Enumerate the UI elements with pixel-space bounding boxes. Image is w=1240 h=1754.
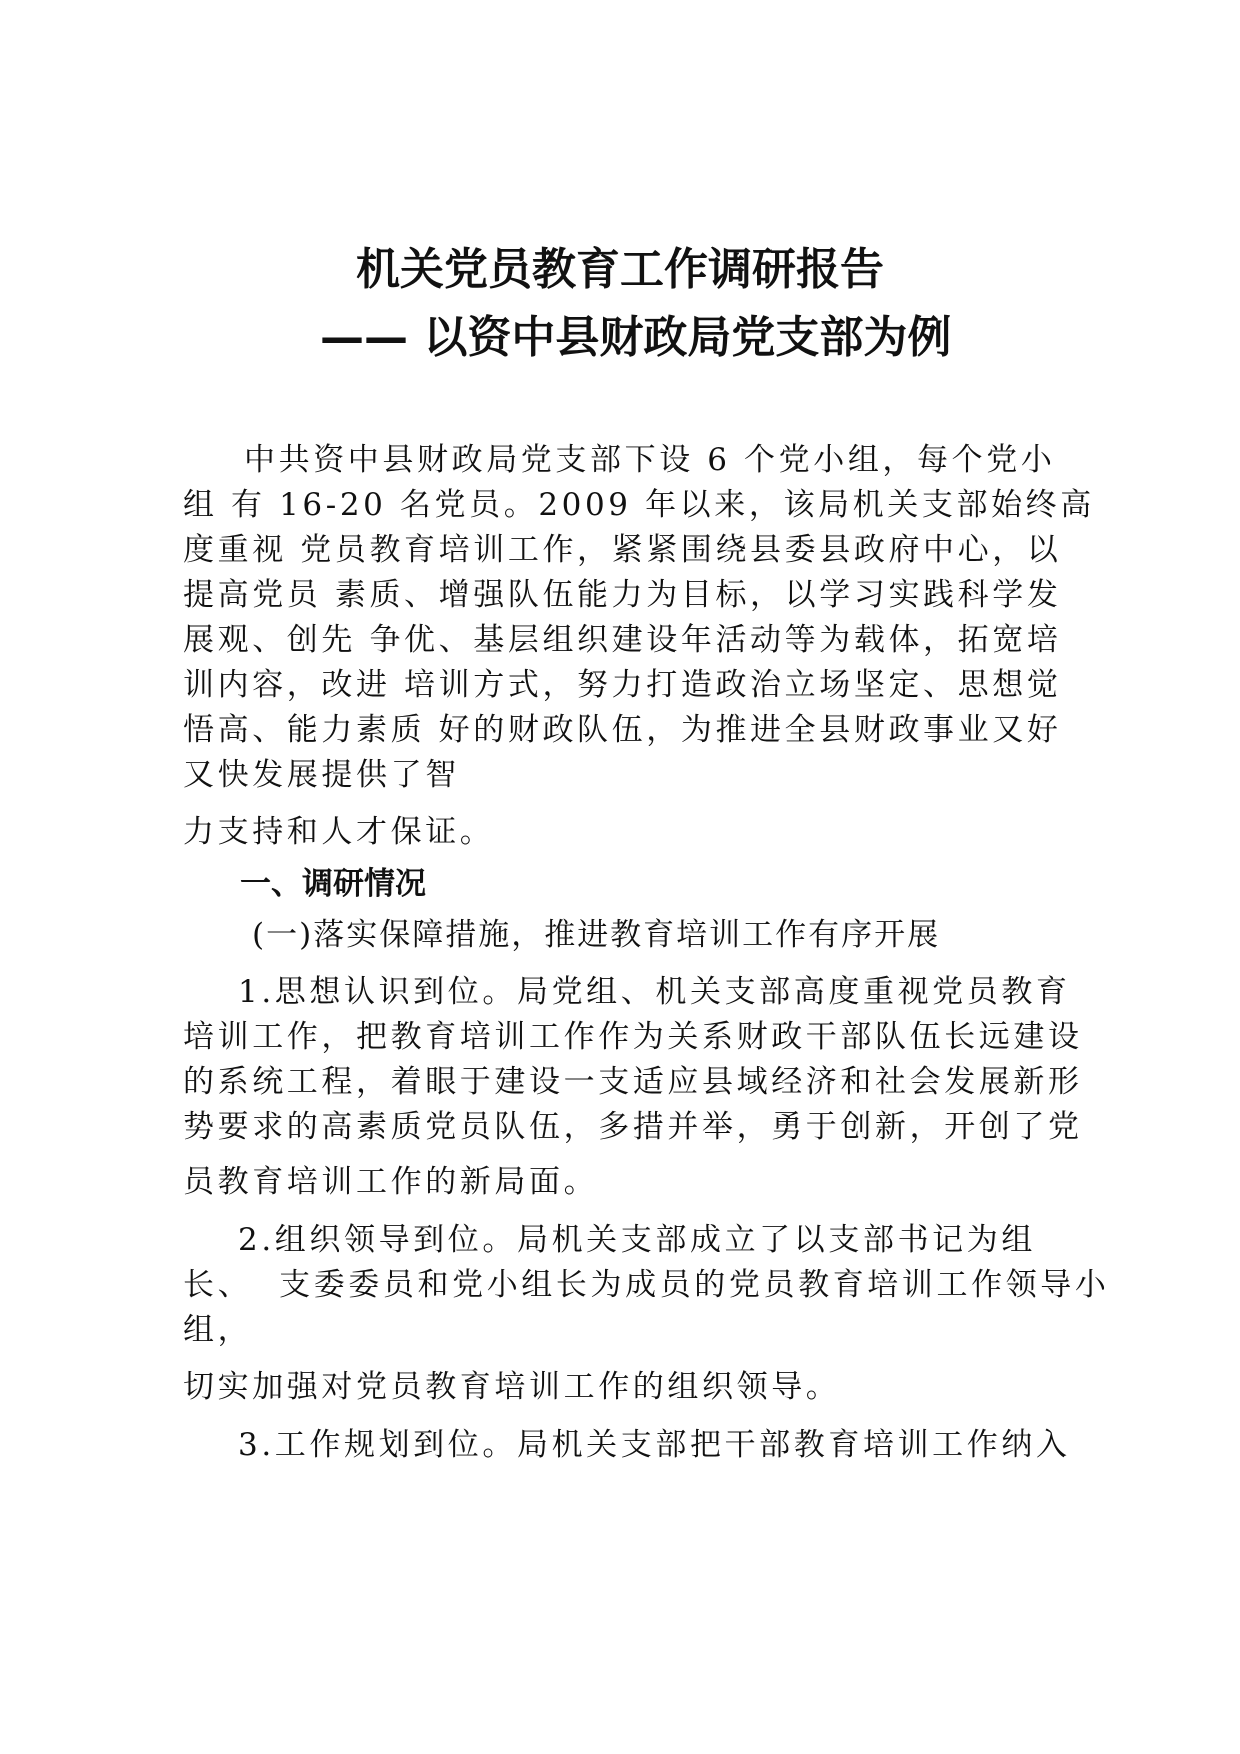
text-line: 1.思想认识到位。局党组、机关支部高度重视党员教育 bbox=[238, 974, 1071, 1010]
text-line: 的系统工程，着眼于建设一支适应县域经济和社会发展新形 bbox=[183, 1064, 1083, 1100]
text-line: 又快发展提供了智 bbox=[183, 757, 460, 793]
text-line: 悟高、能力素质 好的财政队伍，为推进全县财政事业又好 bbox=[183, 712, 1062, 748]
text-line: 组， bbox=[183, 1312, 253, 1348]
text-line: 组 有 16-20 名党员。2009 年以来，该局机关支部始终高 bbox=[183, 487, 1095, 523]
page-subtitle: —— 以资中县财政局党支部为例 bbox=[320, 312, 952, 363]
text-line: 力支持和人才保证。 bbox=[183, 814, 495, 850]
text-line: 员教育培训工作的新局面。 bbox=[183, 1164, 599, 1200]
text-line: 展观、创先 争优、基层组织建设年活动等为载体，拓宽培 bbox=[183, 622, 1062, 658]
page-title: 机关党员教育工作调研报告 bbox=[356, 244, 884, 295]
text-line: 势要求的高素质党员队伍，多措并举，勇于创新，开创了党 bbox=[183, 1109, 1083, 1145]
text-line: 培训工作，把教育培训工作作为关系财政干部队伍长远建设 bbox=[183, 1019, 1083, 1055]
text-line: 提高党员 素质、增强队伍能力为目标，以学习实践科学发 bbox=[183, 577, 1062, 613]
subsection-heading: (一)落实保障措施，推进教育培训工作有序开展 bbox=[252, 917, 941, 953]
text-line: 长、 支委委员和党小组长为成员的党员教育培训工作领导小 bbox=[183, 1267, 1110, 1303]
text-line: 中共资中县财政局党支部下设 6 个党小组，每个党小 bbox=[244, 442, 1056, 478]
text-line: 切实加强对党员教育培训工作的组织领导。 bbox=[183, 1369, 841, 1405]
text-line: 度重视 党员教育培训工作，紧紧围绕县委县政府中心，以 bbox=[183, 532, 1062, 568]
text-line: 2.组织领导到位。局机关支部成立了以支部书记为组 bbox=[238, 1222, 1036, 1258]
text-line: 训内容，改进 培训方式，努力打造政治立场坚定、思想觉 bbox=[183, 667, 1062, 703]
section-heading: 一、调研情况 bbox=[240, 866, 426, 902]
text-line: 3.工作规划到位。局机关支部把干部教育培训工作纳入 bbox=[238, 1427, 1071, 1463]
